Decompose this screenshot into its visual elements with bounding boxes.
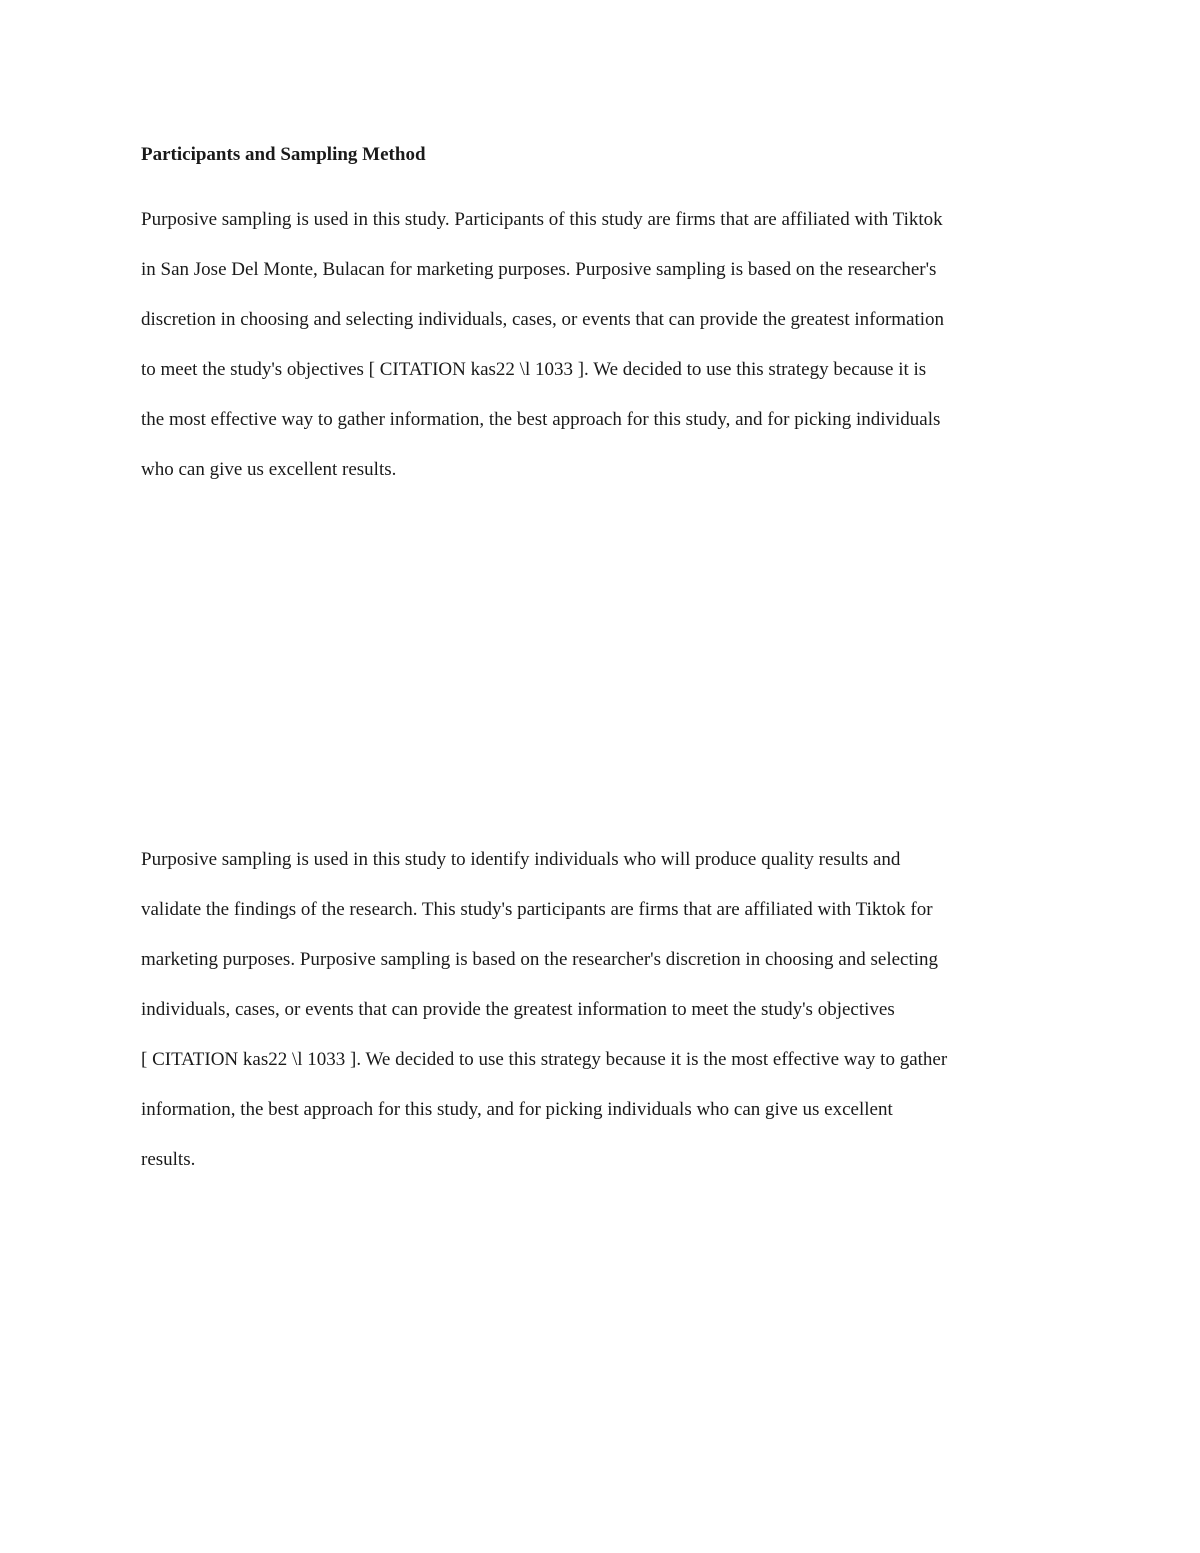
paragraph-2 [141, 835, 947, 1185]
paragraph-2-line: individuals, cases, or events that can provide the greatest information to meet the study's objectives [141, 999, 895, 1020]
paragraph-1-line: discretion in choosing and selecting individuals, cases, or events that can provide the greatest information [141, 309, 945, 330]
paragraph-2-line: [ CITATION kas22 \l 1033 ]. We decided to use this strategy because it is the most effective way to gather [141, 1049, 948, 1070]
paragraph-2-line: information, the best approach for this study, and for picking individuals who can give us excellent [141, 1099, 893, 1120]
paragraph-2-line: validate the findings of the research. This study's participants are firms that are affiliated with Tiktok for [141, 899, 933, 920]
paragraph-1-line: who can give us excellent results. [141, 459, 397, 480]
paragraph-1-line: the most effective way to gather information, the best approach for this study, and for picking individuals [141, 409, 941, 430]
paragraph-2-line: marketing purposes. Purposive sampling is based on the researcher's discretion in choosing and selecting [141, 949, 939, 970]
section-heading: Participants and Sampling Method [141, 144, 426, 165]
paragraph-2-line: results. [141, 1149, 196, 1170]
paragraph-1-line: to meet the study's objectives [ CITATION kas22 \l 1033 ]. We decided to use this strategy because it is [141, 359, 927, 380]
paragraph-1 [141, 195, 944, 495]
paragraph-1-line: Purposive sampling is used in this study. Participants of this study are firms that are affiliated with Tiktok [141, 209, 943, 230]
paragraph-1-line: in San Jose Del Monte, Bulacan for marketing purposes. Purposive sampling is based on the researcher's [141, 259, 937, 280]
paragraph-2-line: Purposive sampling is used in this study to identify individuals who will produce quality results and [141, 849, 901, 870]
